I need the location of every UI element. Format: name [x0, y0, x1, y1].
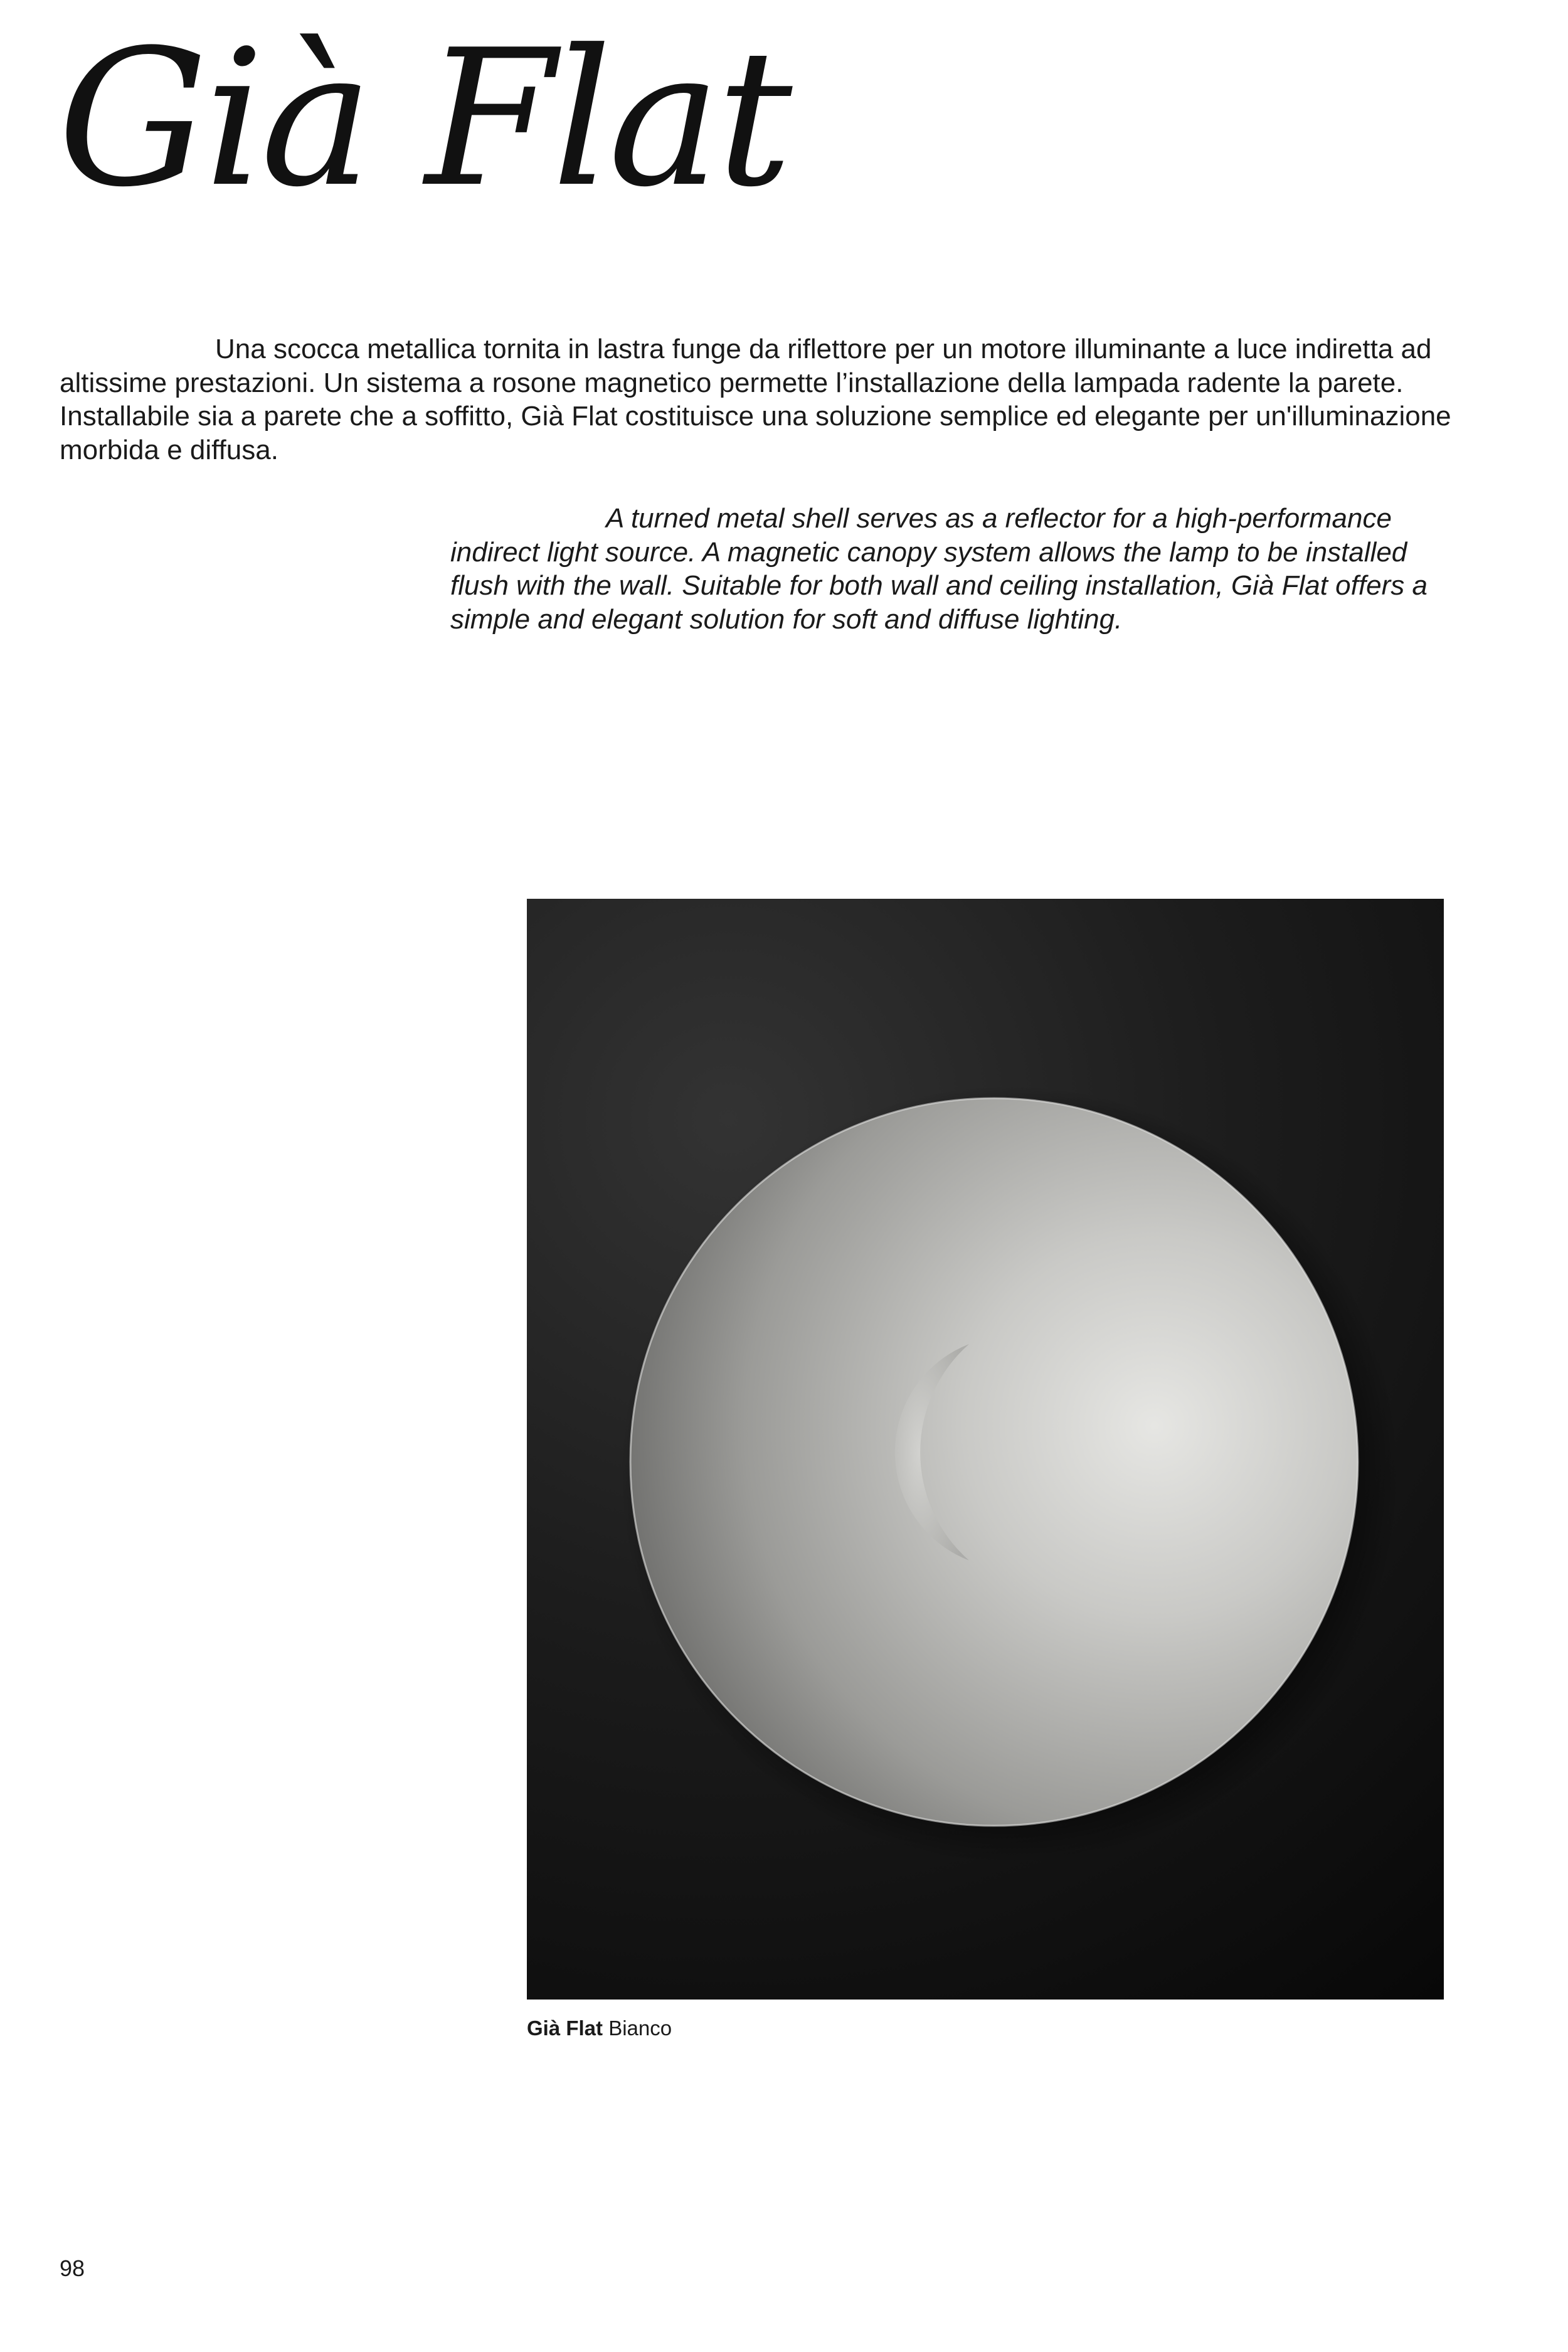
caption-finish: Bianco [608, 2016, 672, 2040]
description-english: A turned metal shell serves as a reflector for a high-performance indirect light source. A magnetic canopy system allows the lamp to be installed flush with the wall. Suitable for both wall and ceiling installation, Già Flat offers a simple and elegant solution for soft and diffuse lighting. [450, 503, 1428, 635]
page-number: 98 [60, 2255, 85, 2281]
description-italian: Una scocca metallica tornita in lastra funge da riflettore per un motore illuminante a luce indiretta ad altissime prestazioni. Un sistema a rosone magnetico permette l’installazione della lampada radente la parete. Installabile sia a parete che a soffitto, Già Flat costituisce una soluzione semplice ed elegante per un'illuminazione morbida e diffusa. [60, 334, 1451, 466]
photo-caption [527, 2016, 672, 2040]
product-title: Già Flat [58, 9, 789, 228]
caption-product-name: Già Flat [527, 2016, 603, 2040]
lamp-shell [630, 1098, 1358, 1826]
lamp-illustration [527, 899, 1444, 2000]
product-photo [527, 899, 1444, 2000]
